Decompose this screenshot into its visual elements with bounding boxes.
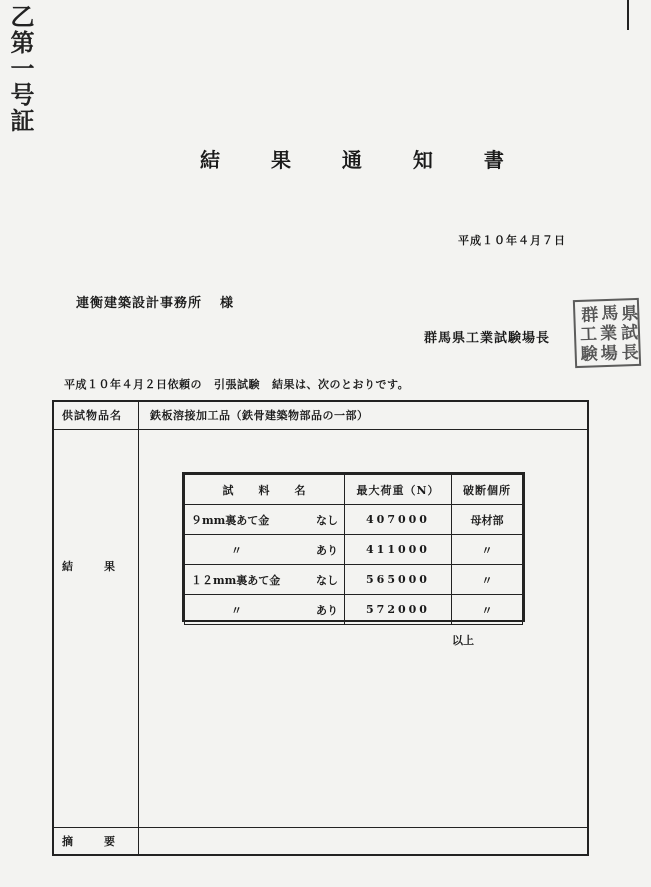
column-header-specimen: 試 料 名 bbox=[185, 475, 345, 505]
result-table bbox=[182, 472, 525, 622]
row-backing-variant: なし bbox=[316, 573, 338, 587]
column-header-max-load: 最大荷重（N） bbox=[345, 475, 452, 505]
seal-char: 場 bbox=[600, 343, 619, 365]
row-specimen-name: １２mm裏あて金 bbox=[191, 573, 281, 587]
row-fracture-location: 〃 bbox=[452, 535, 523, 565]
row-fracture-location: 〃 bbox=[452, 565, 523, 595]
seal-char: 群 bbox=[581, 305, 599, 326]
form-divider bbox=[54, 827, 587, 828]
intro-request: 平成１０年４月２日依頼の bbox=[64, 378, 202, 391]
form-divider bbox=[54, 429, 587, 430]
row-specimen-name: 〃 bbox=[231, 603, 242, 617]
intro-sentence bbox=[64, 376, 409, 392]
table-header-row bbox=[185, 475, 523, 505]
intro-test: 引張試験 bbox=[214, 378, 260, 391]
row-backing-variant: あり bbox=[316, 543, 338, 557]
column-header-fracture-location: 破断個所 bbox=[452, 475, 523, 505]
official-seal bbox=[573, 298, 641, 368]
row-fracture-location: 母材部 bbox=[452, 505, 523, 535]
row-max-load: 411000 bbox=[345, 535, 452, 565]
row-fracture-location: 〃 bbox=[452, 595, 523, 625]
row-backing-variant: なし bbox=[316, 513, 338, 527]
seal-char: 業 bbox=[599, 323, 618, 345]
seal-char: 工 bbox=[579, 324, 598, 345]
row-specimen-name: ９mm裏あて金 bbox=[191, 513, 270, 527]
row-backing-variant: あり bbox=[316, 603, 338, 617]
addressee-name: 連衡建築設計事務所 bbox=[76, 296, 203, 311]
row-max-load: 407000 bbox=[345, 505, 452, 535]
specimen-label: 供試物品名 bbox=[62, 409, 122, 422]
table-row bbox=[185, 505, 523, 535]
seal-char: 馬 bbox=[600, 303, 619, 325]
row-max-load: 565000 bbox=[345, 565, 452, 595]
table-row bbox=[185, 535, 523, 565]
row-max-load: 572000 bbox=[345, 595, 452, 625]
exhibit-label: 乙第一号証 bbox=[6, 4, 35, 134]
result-form bbox=[52, 400, 589, 856]
result-label: 結 果 bbox=[62, 560, 118, 573]
table-row bbox=[185, 595, 523, 625]
table-row bbox=[185, 565, 523, 595]
form-column-divider bbox=[138, 402, 139, 854]
seal-char: 県 bbox=[621, 303, 639, 325]
document-title: 結 果 通 知 書 bbox=[200, 148, 526, 172]
row-specimen-name: 〃 bbox=[231, 543, 242, 557]
seal-char: 試 bbox=[620, 322, 639, 344]
sender: 群馬県工業試験場長 bbox=[424, 331, 551, 346]
seal-char: 長 bbox=[621, 342, 640, 364]
issue-date: 平成１０年４月７日 bbox=[458, 234, 566, 247]
addressee-honorific: 様 bbox=[220, 296, 235, 311]
page-corner-mark bbox=[627, 0, 629, 30]
addressee bbox=[76, 292, 234, 311]
closing-mark: 以上 bbox=[452, 634, 474, 647]
seal-char: 験 bbox=[580, 344, 599, 365]
specimen-name: 鉄板溶接加工品（鉄骨建築物部品の一部） bbox=[150, 409, 369, 422]
intro-result: 結果は、次のとおりです。 bbox=[272, 378, 410, 391]
remarks-label: 摘 要 bbox=[62, 835, 118, 848]
